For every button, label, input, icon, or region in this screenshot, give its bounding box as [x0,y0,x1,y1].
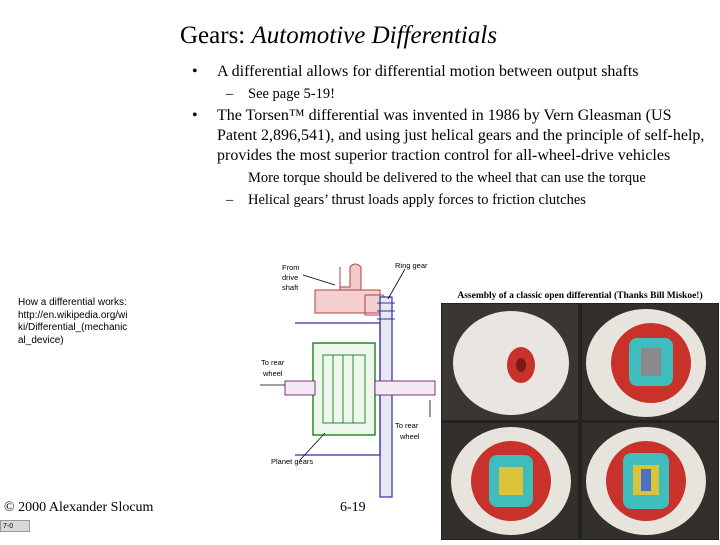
differential-diagram [255,255,445,515]
sub-bullet-more-torque: More torque should be delivered to the wheel that can use the torque [248,170,646,186]
photo-1 [442,304,578,420]
right-axle [375,381,435,395]
label-left-wheel-1: To rear [261,358,285,367]
side-note-link[interactable]: How a differential works: http://en.wikipedia.org/wiki/Differential_(mechanical_device) [18,297,128,346]
bullet-list [192,62,707,212]
page-number: 6-19 [340,500,366,515]
differential-diagram-svg [255,255,445,515]
label-right-wheel-2: wheel [400,432,420,441]
photo-2 [582,304,718,420]
left-axle [285,381,315,395]
photo-caption: Assembly of a classic open differential (Thanks Bill Miskoe!) [457,291,703,301]
photo-4 [582,423,718,539]
copyright: © 2000 Alexander Slocum [4,500,154,515]
label-drive-2: drive [282,273,299,282]
differential-photo-grid [441,303,719,540]
bullet-differential-motion: • A differential allows for differential motion between output shafts [192,62,707,82]
label-drive-3: shaft [282,283,299,292]
slide-title [180,22,497,50]
label-ring-gear: Ring gear [395,261,428,270]
corner-tab[interactable]: 7-0 [0,520,30,532]
label-right-wheel-1: To rear [395,421,419,430]
slide-title-italic: Automotive Differentials [251,22,498,49]
sub-bullet-see-page: – See page 5-19! [192,84,707,104]
photo-grid-svg [441,303,719,540]
sub-bullet-helical-thrust: – Helical gears’ thrust loads apply forces to friction clutches [192,190,707,210]
slide-title-plain: Gears: [180,22,252,49]
label-left-wheel-2: wheel [263,369,283,378]
bullet-torsen: • The Torsen™ differential was invented in 1986 by Vern Gleasman (US Patent 2,896,541), and using just helical gears and the principle of self-help, provides the most superior traction control for all-wheel-drive vehicles [192,106,707,166]
label-drive-1: From [282,263,300,272]
ring-gear [380,297,392,497]
label-planet-gears: Planet gears [271,457,314,466]
photo-3 [442,423,578,539]
pinion-gear [315,290,380,313]
planet-gear-block [313,343,375,435]
